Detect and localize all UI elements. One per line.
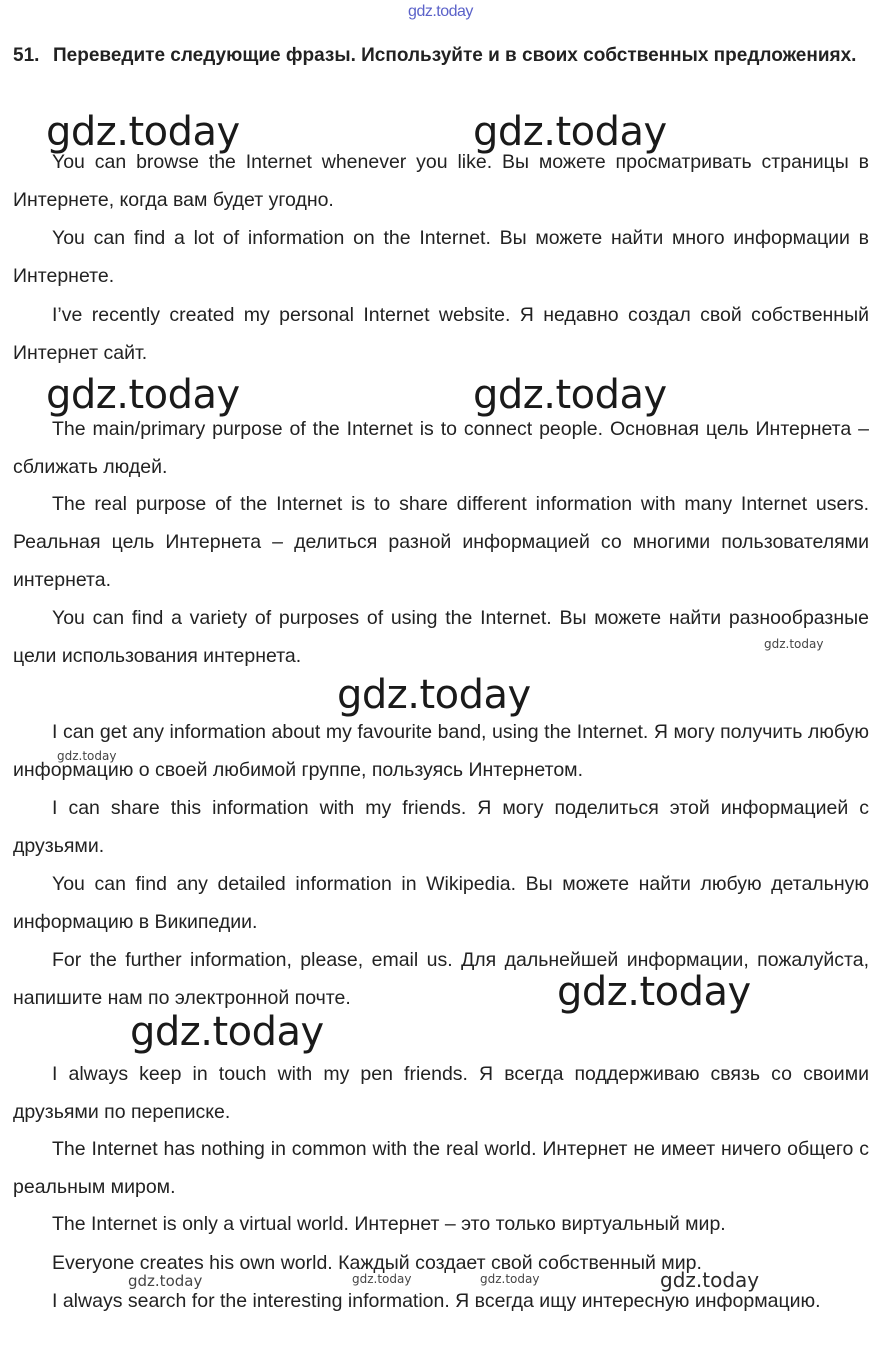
paragraph-15: I always search for the interesting information. Я всегда ищу интересную информацию. bbox=[52, 1290, 821, 1312]
paragraph-3: I’ve recently created my personal Internet website. Я недавно создал свой собственный Интернет сайт. bbox=[13, 304, 869, 364]
watermark-medium: gdz.today bbox=[660, 1268, 760, 1292]
watermark-small: gdz.today bbox=[764, 637, 824, 651]
watermark-large: gdz.today bbox=[473, 109, 667, 155]
watermark-small: gdz.today bbox=[480, 1272, 540, 1286]
watermark-small: gdz.today bbox=[352, 1272, 412, 1286]
watermark-large: gdz.today bbox=[557, 969, 751, 1015]
header-watermark: gdz.today bbox=[408, 3, 473, 20]
watermark-large: gdz.today bbox=[130, 1009, 324, 1055]
watermark-small: gdz.today bbox=[57, 749, 117, 763]
paragraph-2: You can find a lot of information on the Internet. Вы можете найти много информации в Интернете. bbox=[13, 227, 869, 287]
watermark-small: gdz.today bbox=[128, 1272, 203, 1290]
watermark-large: gdz.today bbox=[46, 372, 240, 418]
watermark-large: gdz.today bbox=[473, 372, 667, 418]
paragraph-7: I can get any information about my favourite band, using the Internet. Я могу получить любую информацию о своей любимой группе, пользуясь Интернетом. bbox=[13, 721, 869, 781]
paragraph-1: You can browse the Internet whenever you like. Вы можете просматривать страницы в Интернете, когда вам будет угодно. bbox=[13, 151, 869, 211]
task-number: 51. bbox=[13, 45, 40, 66]
task-heading: Переведите следующие фразы. Используйте и в своих собственных предложениях. bbox=[53, 45, 857, 66]
paragraph-8: I can share this information with my friends. Я могу поделиться этой информацией с друзьями. bbox=[13, 797, 869, 857]
paragraph-4: The main/primary purpose of the Internet is to connect people. Основная цель Интернета – сближать людей. bbox=[13, 418, 869, 478]
paragraph-12: The Internet has nothing in common with the real world. Интернет не имеет ничего общего с реальным миром. bbox=[13, 1138, 869, 1198]
paragraph-10: For the further information, please, email us. Для дальнейшей информации, пожалуйста, напишите нам по электронной почте. bbox=[13, 949, 869, 1009]
watermark-large: gdz.today bbox=[337, 672, 531, 718]
paragraph-14: Everyone creates his own world. Каждый создает свой собственный мир. bbox=[52, 1252, 702, 1274]
paragraph-6: You can find a variety of purposes of using the Internet. Вы можете найти разнообразные цели использования интернета. bbox=[13, 607, 869, 667]
paragraph-13: The Internet is only a virtual world. Интернет – это только виртуальный мир. bbox=[52, 1213, 726, 1235]
paragraph-9: You can find any detailed information in Wikipedia. Вы можете найти любую детальную информацию в Википедии. bbox=[13, 873, 869, 933]
paragraph-11: I always keep in touch with my pen friends. Я всегда поддерживаю связь со своими друзьями по переписке. bbox=[13, 1063, 869, 1123]
paragraph-5: The real purpose of the Internet is to share different information with many Internet users. Реальная цель Интернета – делиться разной информацией со многими пользователями интернета. bbox=[13, 493, 869, 591]
watermark-large: gdz.today bbox=[46, 109, 240, 155]
